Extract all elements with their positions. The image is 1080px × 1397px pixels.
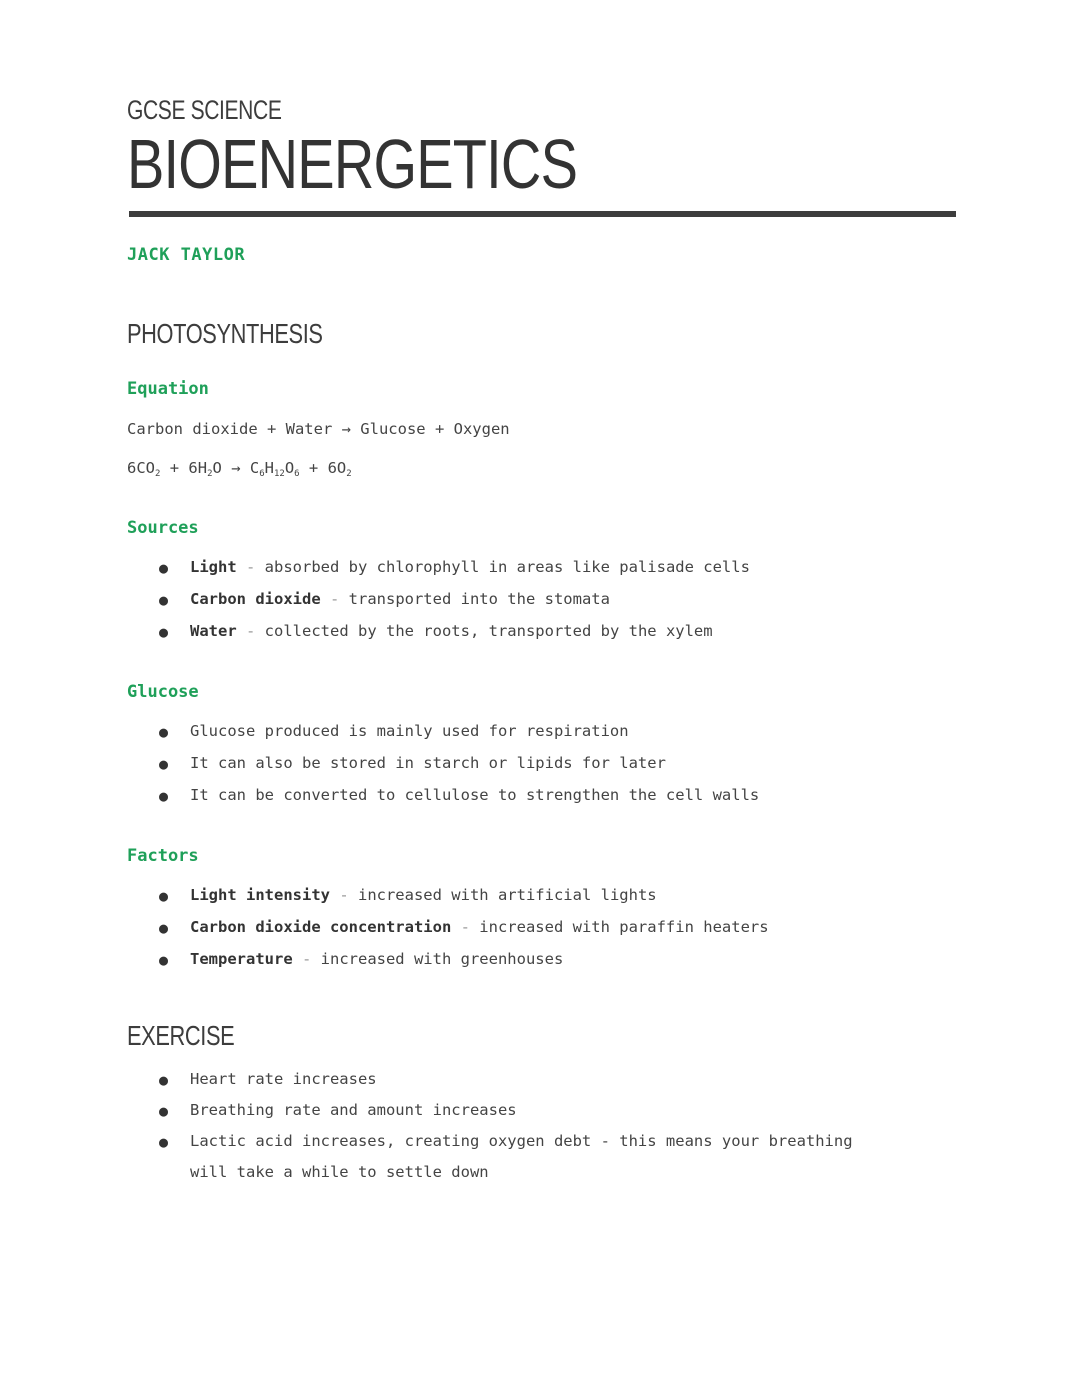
bullet-icon: ● — [159, 887, 169, 905]
document-subtitle: GCSE SCIENCE — [127, 95, 282, 125]
bullet-icon: ● — [159, 787, 169, 805]
bullet-icon: ● — [159, 1133, 169, 1151]
section-heading-exercise: EXERCISE — [127, 1020, 235, 1051]
bullet-icon: ● — [159, 1102, 169, 1120]
subheading-glucose: Glucose — [127, 682, 199, 702]
document-title: BIOENERGETICS — [127, 125, 578, 203]
subheading-sources: Sources — [127, 518, 199, 538]
bullet-icon: ● — [159, 723, 169, 741]
document-page: GCSE SCIENCE BIOENERGETICS JACK TAYLOR PHOTOSYNTHESIS Equation Carbon dioxide + Water → Glucose + Oxygen $6CO_2 + 6H_2O \to C_6H_{12}O_6 + 6O_2$ Sources ● Light - absorbed by chlorophyll in areas like palisade cells ● Carbon dioxide - transported into the stomata ● Water - collected by the roots, transported by the xylem Glucose ● Glucose produced is mainly used for respiration ● It can also be stored in starch or lipids for later ● It can be converted to cellulose to strengthen the cell walls Factors ● Light intensity - increased with artificial lights ● Carbon dioxide concentration - increased with paraffin heaters ● Temperature - increased with greenhouses EXERCISE ● Heart rate increases ● Breathing rate and amount increases ● Lactic acid increases, creating oxygen debt - this means your breathing will take a while to settle down — [0, 0, 1080, 1397]
bullet-icon: ● — [159, 559, 169, 577]
subheading-equation: Equation — [127, 379, 209, 399]
bullet-icon: ● — [159, 755, 169, 773]
section-heading-photosynthesis: PHOTOSYNTHESIS — [127, 318, 323, 349]
subheading-factors: Factors — [127, 846, 199, 866]
symbol-equation: $6CO_2 + 6H_2O \to C_6H_{12}O_6 + 6O_2$ — [127, 459, 352, 479]
bullet-icon: ● — [159, 1071, 169, 1089]
bullet-icon: ● — [159, 919, 169, 937]
bullet-icon: ● — [159, 623, 169, 641]
author-name: JACK TAYLOR — [127, 245, 246, 265]
word-equation: Carbon dioxide + Water → Glucose + Oxygen — [127, 420, 510, 438]
bullet-icon: ● — [159, 591, 169, 609]
title-divider — [129, 211, 956, 217]
bullet-icon: ● — [159, 951, 169, 969]
